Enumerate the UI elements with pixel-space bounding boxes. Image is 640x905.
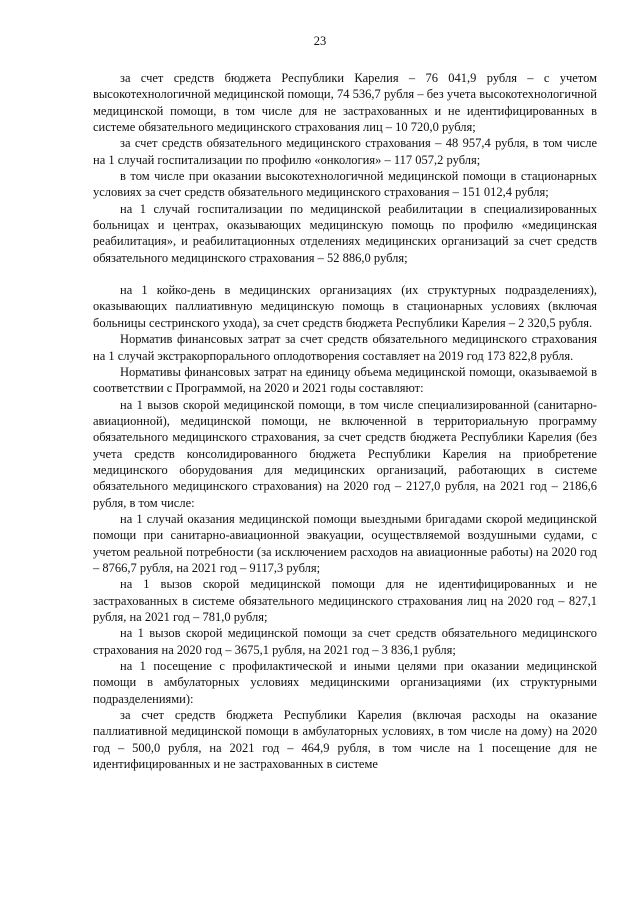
paragraph-uninsured-ambulance-cost: на 1 вызов скорой медицинской помощи для не идентифицированных и не застрахованных в системе обязательного медицинского страхования лиц на 2020 год – 827,1 рубля, на 2021 год – 781,0 рубля; bbox=[93, 577, 597, 624]
paragraph-ambulance-call-cost: на 1 вызов скорой медицинской помощи, в том числе специализированной (санитарно-авиационной), медицинской помощи, не включенной в территориальную программу обязательного медицинского страхования, за счет средств бюджета Республики Карелия (без учета средств консолидированного бюджета Республики Карелия на приобретение медицинского оборудования для медицинских организаций, работающих в системе обязательного медицинского страхования) на 2020 год – 2127,0 рубля, на 2021 год – 2186,6 рубля, в том числе: bbox=[93, 397, 597, 510]
paragraph-rehabilitation-cost: на 1 случай госпитализации по медицинской реабилитации в специализированных больницах и центрах, оказывающих медицинскую помощь по профилю «медицинская реабилитация», и реабилитационных отделениях медицинских организаций за счет средств обязательного медицинского страхования – 52 886,0 рубля; bbox=[93, 201, 597, 265]
paragraph-high-tech-care-cost: в том числе при оказании высокотехнологичной медицинской помощи в стационарных условиях за счет средств обязательного медицинского страхования – 151 012,4 рубля; bbox=[93, 169, 597, 200]
paragraph-ivf-cost: Норматив финансовых затрат за счет средств обязательного медицинского страхования на 1 случай экстракорпорального оплодотворения составляет на 2019 год 173 822,8 рубля. bbox=[93, 332, 597, 363]
page-number: 23 bbox=[313, 34, 327, 48]
document-body bbox=[93, 70, 597, 772]
paragraph-2020-2021-intro: Нормативы финансовых затрат на единицу объема медицинской помощи, оказываемой в соответствии с Программой, на 2020 и 2021 годы составляют: bbox=[93, 364, 597, 396]
paragraph-air-ambulance-cost: на 1 случай оказания медицинской помощи выездными бригадами скорой медицинской помощи при санитарно-авиационной эвакуации, осуществляемой воздушными судами, с учетом реальной потребности (за исключением расходов на авиационные работы) на 2020 год – 8766,7 рубля, на 2021 год – 9117,3 рубля; bbox=[93, 511, 597, 575]
paragraph-regional-budget-cost: за счет средств бюджета Республики Карелия – 76 041,9 рубля – с учетом высокотехнологичной медицинской помощи, 74 536,7 рубля – без учета высокотехнологичной медицинской помощи, в том числе для не застрахованных и не идентифицированных в системе обязательного медицинского страхования лиц – 10 720,0 рубля; bbox=[93, 71, 597, 135]
paragraph-oms-cost: за счет средств обязательного медицинского страхования – 48 957,4 рубля, в том числе на 1 случай госпитализации по профилю «онкология» – 117 057,2 рубля; bbox=[93, 136, 597, 167]
paragraph-oms-ambulance-cost: на 1 вызов скорой медицинской помощи за счет средств обязательного медицинского страхования на 2020 год – 3675,1 рубля, на 2021 год – 3 836,1 рубля; bbox=[93, 626, 597, 657]
paragraph-palliative-bed-day-cost: на 1 койко-день в медицинских организациях (их структурных подразделениях), оказывающих паллиативную медицинскую помощь в стационарных условиях (включая больницы сестринского ухода), за счет средств бюджета Республики Карелия – 2 320,5 рубля. bbox=[93, 283, 597, 330]
paragraph-outpatient-visit-intro: на 1 посещение с профилактической и иными целями при оказании медицинской помощи в амбулаторных условиях медицинскими организациями (их структурными подразделениями): bbox=[93, 659, 597, 706]
paragraph-outpatient-visit-budget-cost: за счет средств бюджета Республики Карелия (включая расходы на оказание паллиативной медицинской помощи в амбулаторных условиях, в том числе на дому) на 2020 год – 500,0 рубля, на 2021 год – 464,9 рубля, в том числе на 1 посещение для не идентифицированных и не застрахованных в системе bbox=[93, 708, 597, 772]
